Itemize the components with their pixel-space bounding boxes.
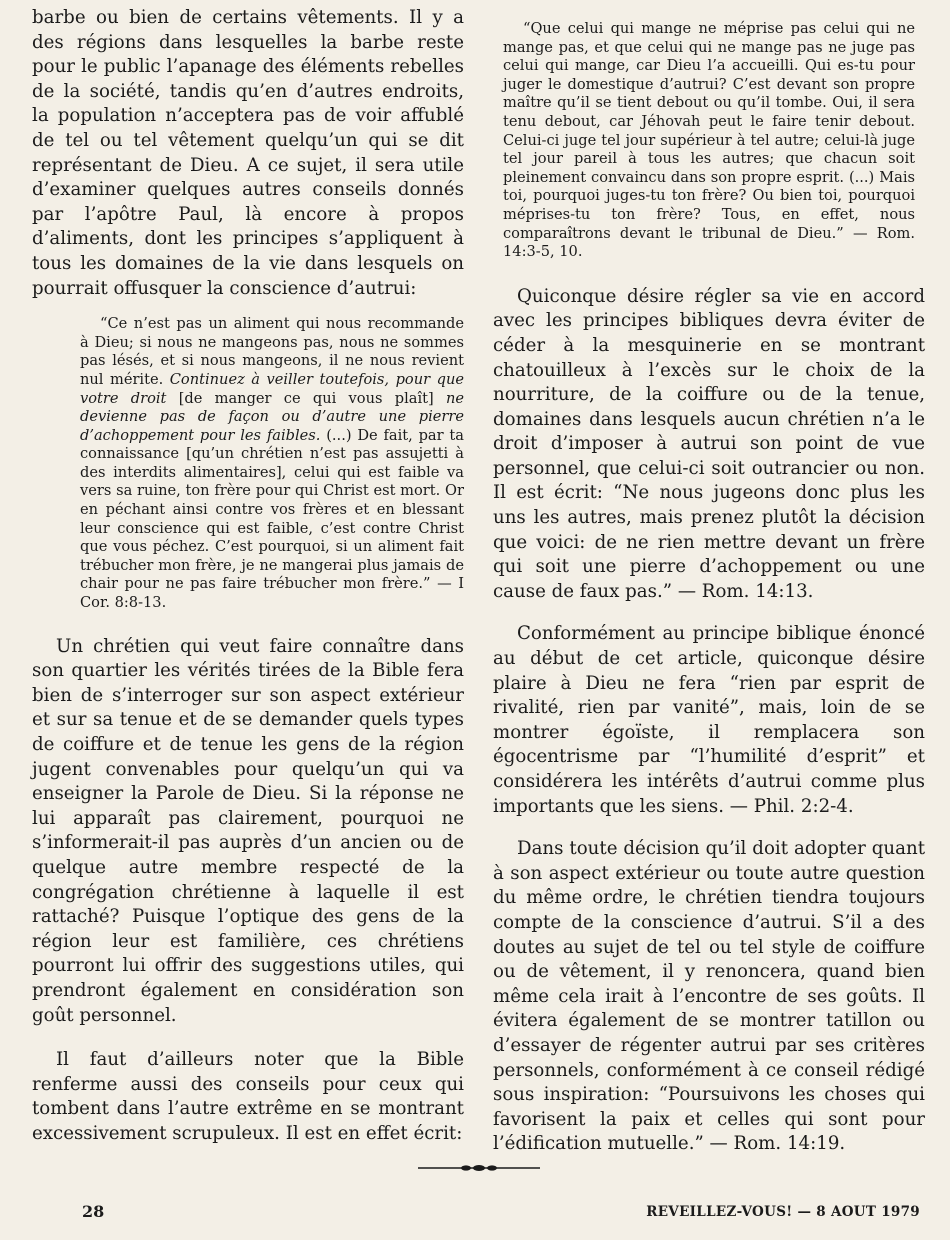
quote-text: (...) De fait, par ta connaissance [qu’un chrétien n’est pas assujetti à des interdits alimentaires], celui qui est faible va vers sa ruine, ton frère pour qui Christ est mort. Or en péchant ainsi contre vos frères et en blessant leur conscience qui est faible, c’est contre Christ que vous péchez. C’est pourquoi, si un aliment fait trébucher mon frère, je ne mangerai plus jamais de chair pour ne pas faire trébucher mon frère.” — I Cor. 8:8-13. <box>80 426 464 612</box>
left-column <box>32 0 464 1147</box>
quote-emphasis: ne devienne pas de façon ou d’autre une pierre d’achoppement pour les faibles. <box>80 389 464 444</box>
scripture-quote: “Que celui qui mange ne méprise pas celui qui ne mange pas, et que celui qui ne mange pas ne juge pas celui qui mange, car Dieu l’a accueilli. Qui es-tu pour juger le domestique d’autrui? C’est devant son propre maître qu’il se tient debout ou qu’il tombe. Oui, il sera tenu debout, car Jéhovah peut le faire tenir debout. Celui-ci juge tel jour supérieur à tel autre; celui-là juge tel jour pareil à tous les autres; que chacun soit pleinement convaincu dans son propre esprit. (...) Mais toi, pourquoi juges-tu ton frère? Ou bien toi, pourquoi méprises-tu ton frère? Tous, en effet, nous comparaîtrons devant le tribunal de Dieu.” — Rom. 14:3-5, 10. <box>503 20 915 261</box>
paragraph: barbe ou bien de certains vêtements. Il y a des régions dans lesquelles la barbe reste pour le public l’apanage des éléments rebelles de la société, tandis qu’en d’autres endroits, la population n’acceptera pas de voir affublé de tel ou tel vêtement quelqu’un qui se dit représentant de Dieu. A ce sujet, il sera utile d’examiner quelques autres conseils donnés par l’apôtre Paul, là encore à propos d’aliments, dont les principes s’appliquent à tous les domaines de la vie dans lesquels on pourrait offusquer la conscience d’autrui: <box>32 7 464 299</box>
quote-text: “Ce n’est pas un aliment qui nous recommande à Dieu; si nous ne mangeons pas, nous ne sommes pas lésés, et si nous mangeons, il ne nous revient nul mérite. <box>80 315 464 388</box>
section-divider-ornament <box>418 1158 540 1178</box>
scripture-quote <box>80 315 464 613</box>
issue-footer: REVEILLEZ-VOUS! — 8 AOUT 1979 <box>646 1204 920 1220</box>
quote-emphasis: Continuez à veiller toutefois, pour que votre droit <box>80 370 464 407</box>
page-number: 28 <box>82 1202 105 1221</box>
paragraph: Dans toute décision qu’il doit adopter quant à son aspect extérieur ou toute autre question du même ordre, le chrétien tiendra toujours compte de la conscience d’autrui. S’il a des doutes au sujet de tel ou tel style de coiffure ou de vêtement, il y renoncera, quand bien même cela irait à l’encontre de ses goûts. Il évitera également de se montrer tatillon ou d’essayer de régenter autrui par ses critères personnels, conformément à ce conseil rédigé sous inspiration: “Poursuivons les choses qui favorisent la paix et celles qui sont pour l’édification mutuelle.” — Rom. 14:19. <box>493 838 925 1155</box>
quote-text: [de manger ce qui vous plaît] <box>166 389 446 407</box>
paragraph: Il faut d’ailleurs noter que la Bible renferme aussi des conseils pour ceux qui tombent dans l’autre extrême en se montrant excessivement scrupuleux. Il est en effet écrit: <box>32 1049 464 1144</box>
paragraph: Quiconque désire régler sa vie en accord avec les principes bibliques devra éviter de céder à la mesquinerie en se montrant chatouilleux à l’excès sur le choix de la nourriture, de la coiffure ou de la tenue, domaines dans lesquels aucun chrétien n’a le droit d’imposer à autrui son point de vue personnel, que celui-ci soit outrancier ou non. Il est écrit: “Ne nous jugeons donc plus les uns les autres, mais prenez plutôt la décision que voici: de ne rien mettre devant un frère qui soit une pierre d’achoppement ou une cause de faux pas.” — Rom. 14:13. <box>493 285 925 602</box>
paragraph: Un chrétien qui veut faire connaître dans son quartier les vérités tirées de la Bible fera bien de s’interroger sur son aspect extérieur et sur sa tenue et de se demander quels types de coiffure et de tenue les gens de la région jugent convenables pour quelqu’un qui va enseigner la Parole de Dieu. Si la réponse ne lui apparaît pas clairement, pourquoi ne s’informerait-il pas auprès d’un ancien ou de quelque autre membre respecté de la congrégation chrétienne à laquelle il est rattaché? Puisque l’optique des gens de la région leur est familière, ces chrétiens pourront lui offrir des suggestions utiles, qui prendront également en considération son goût personnel. <box>32 635 464 1026</box>
paragraph: Conformément au principe biblique énoncé au début de cet article, quiconque désire plaire à Dieu ne fera “rien par esprit de rivalité, rien par vanité”, mais, loin de se montrer égoïste, il remplacera son égocentrisme par “l’humilité d’esprit” et considérera les intérêts d’autrui comme plus importants que les siens. — Phil. 2:2-4. <box>493 623 925 817</box>
right-column <box>493 0 925 1157</box>
